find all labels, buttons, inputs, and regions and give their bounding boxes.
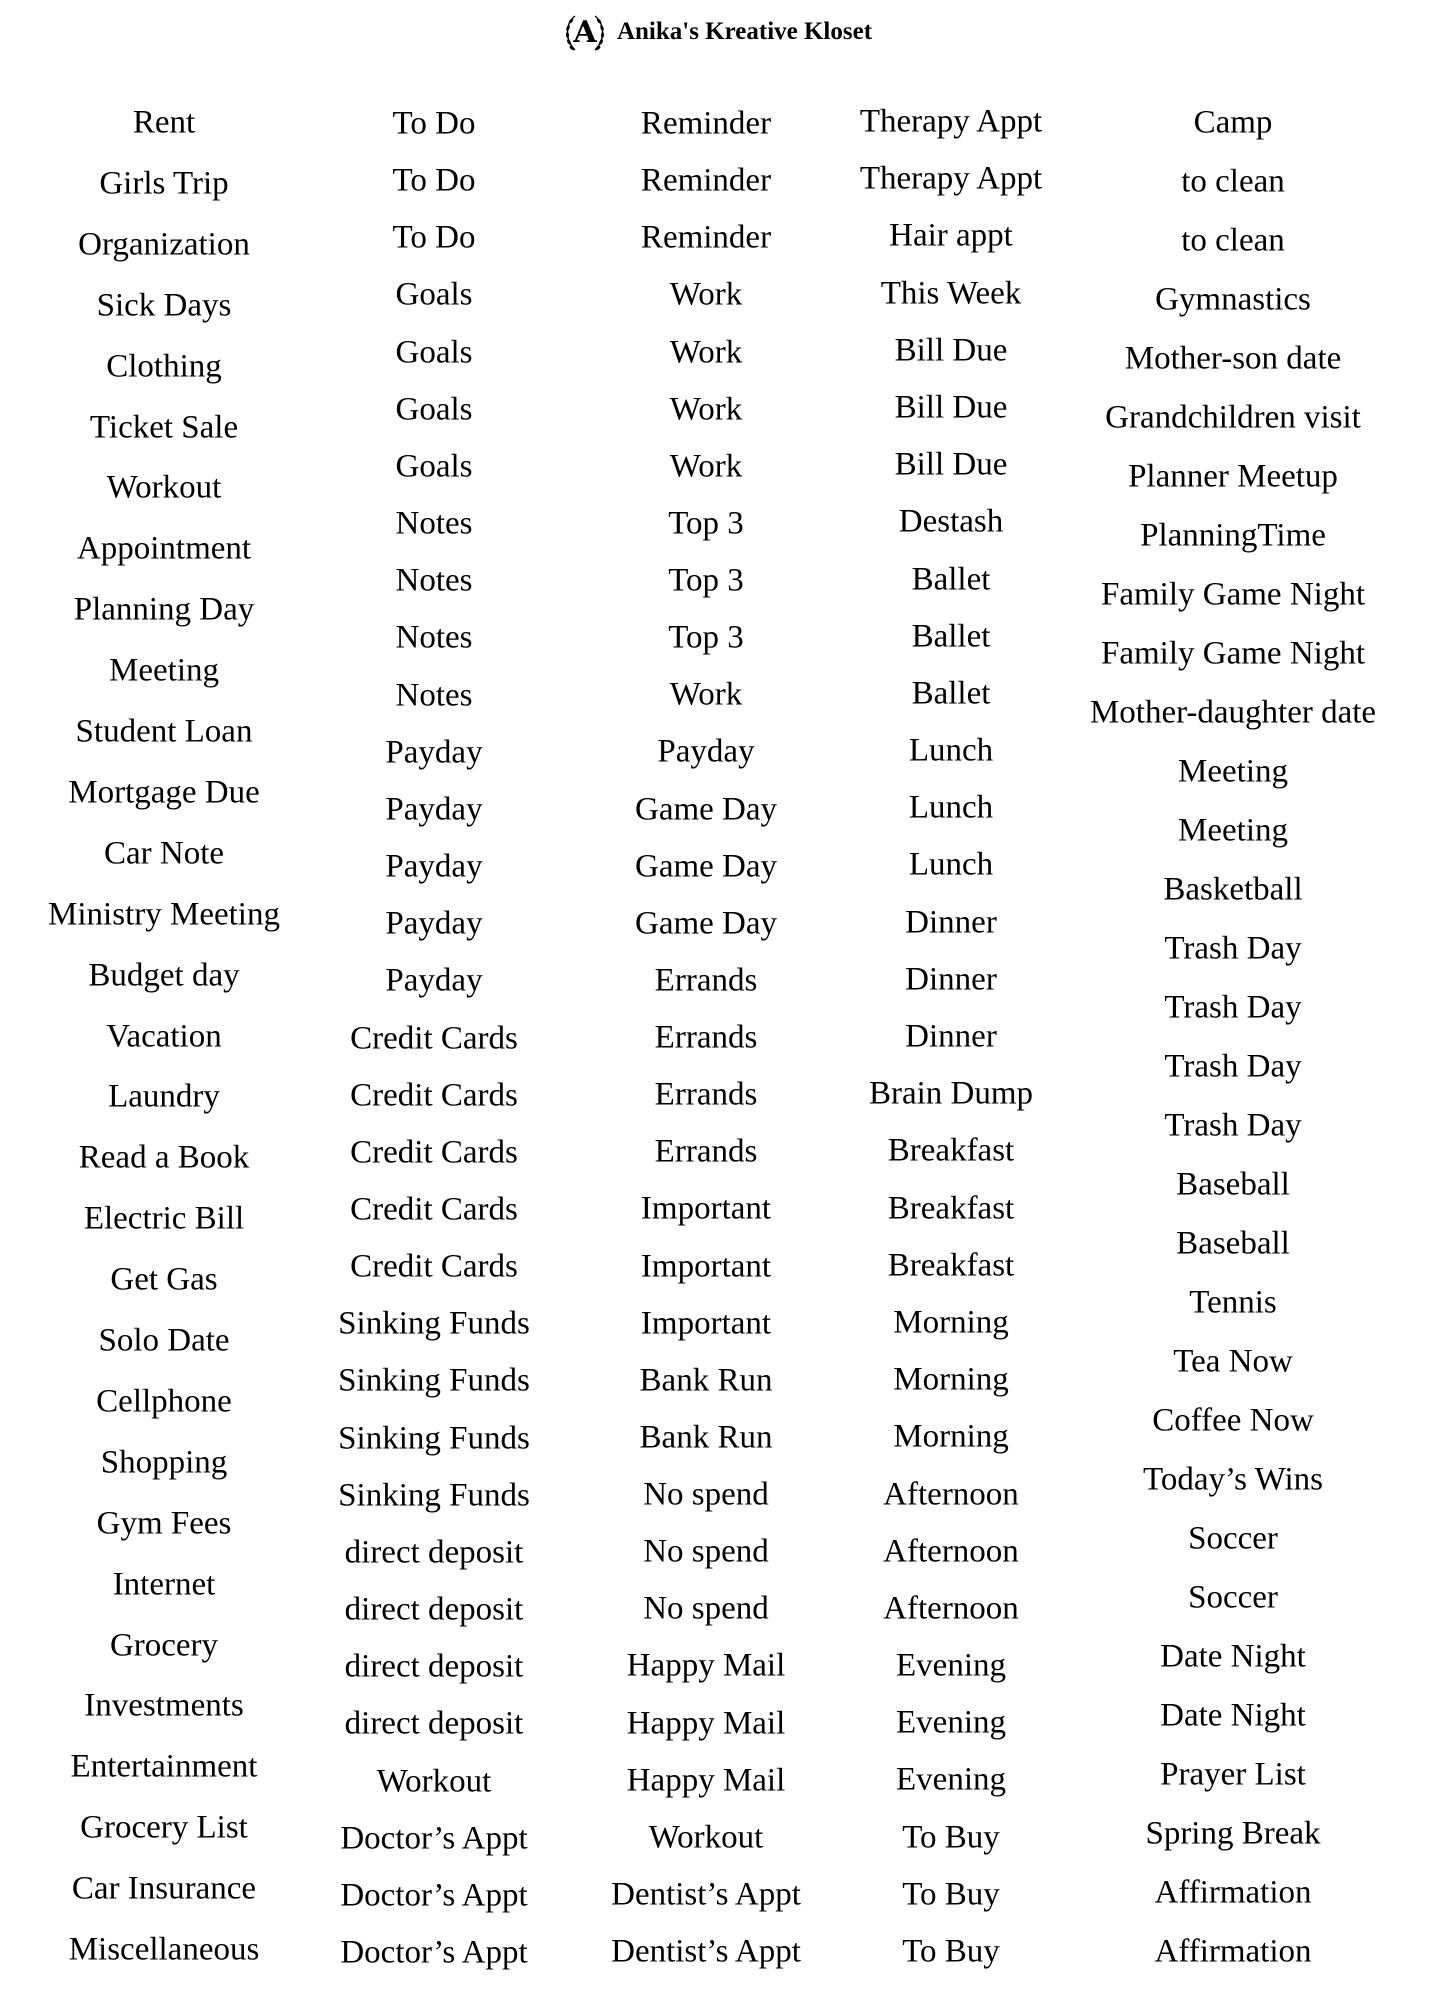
sticker-label: Afternoon — [883, 1533, 1019, 1570]
sticker-label: Lunch — [908, 789, 994, 826]
sticker-label: Dinner — [905, 904, 997, 941]
sticker-label: Bill Due — [894, 389, 1008, 426]
logo-letter: A — [573, 14, 597, 50]
sticker-label: This Week — [880, 275, 1022, 312]
sticker-label: Reminder — [640, 162, 772, 199]
sticker-label: Meeting — [109, 652, 219, 689]
sticker-label: Evening — [896, 1761, 1006, 1798]
sticker-label: Game Day — [634, 848, 778, 885]
sticker-label: Meeting — [1178, 753, 1288, 790]
sticker-label: direct deposit — [344, 1591, 524, 1628]
sticker-label: Trash Day — [1164, 1107, 1302, 1144]
sticker-label: Important — [640, 1248, 772, 1284]
sticker-label: Mother-daughter date — [1089, 694, 1377, 731]
sticker-label: Happy Mail — [626, 1647, 786, 1684]
sticker-label: Payday — [385, 734, 483, 771]
sticker-label: Dentist’s Appt — [611, 1876, 801, 1913]
sticker-label: Today’s Wins — [1142, 1461, 1324, 1498]
sticker-label: Read a Book — [78, 1139, 250, 1176]
sticker-label: Budget day — [88, 957, 240, 994]
sticker-label: Breakfast — [887, 1190, 1015, 1227]
sticker-label: PlanningTime — [1140, 517, 1326, 554]
sticker-label: Reminder — [640, 105, 772, 142]
sticker-label: Breakfast — [887, 1247, 1015, 1284]
sticker-label: Lunch — [908, 846, 994, 883]
sticker-label: Goals — [395, 391, 473, 428]
sticker-label: Family Game Night — [1101, 576, 1365, 613]
sticker-label: To Do — [392, 162, 476, 199]
sticker-label: Bill Due — [894, 332, 1008, 369]
sticker-label: No spend — [643, 1533, 769, 1570]
sticker-label: Errands — [654, 1133, 758, 1170]
sticker-label: Errands — [654, 1019, 758, 1056]
sticker-label: Camp — [1193, 104, 1273, 141]
sticker-label: Therapy Appt — [859, 160, 1043, 197]
sticker-label: Rent — [132, 104, 196, 141]
sticker-label: Work — [669, 391, 743, 428]
sticker-label: Workout — [376, 1763, 492, 1800]
sticker-label: Credit Cards — [350, 1134, 518, 1171]
sticker-label: Ballet — [911, 561, 991, 597]
sticker-label: Entertainment — [70, 1748, 258, 1785]
sticker-label: Doctor’s Appt — [340, 1934, 528, 1971]
sticker-label: Soccer — [1188, 1579, 1278, 1616]
sticker-label: Organization — [78, 226, 250, 263]
sticker-label: Dinner — [905, 1018, 997, 1055]
sticker-label: Sick Days — [96, 287, 232, 324]
sticker-label: Afternoon — [883, 1476, 1019, 1512]
sticker-label: Goals — [395, 334, 473, 371]
sticker-label: Affirmation — [1154, 1933, 1312, 1970]
sticker-label: Tea Now — [1173, 1343, 1293, 1380]
sticker-label: Goals — [395, 276, 473, 313]
sticker-label: Goals — [395, 448, 473, 485]
sticker-label: Sinking Funds — [338, 1305, 530, 1342]
sticker-label: Appointment — [76, 530, 252, 567]
sticker-label: Car Note — [103, 835, 225, 872]
sticker-label: Investments — [84, 1687, 244, 1724]
sticker-label: To Do — [392, 219, 476, 256]
sticker-label: Electric Bill — [83, 1200, 245, 1237]
sticker-label: To Buy — [902, 1933, 1000, 1970]
sticker-label: Top 3 — [668, 562, 744, 599]
sticker-label: Planning Day — [73, 591, 255, 628]
sticker-label: Credit Cards — [350, 1077, 518, 1114]
sticker-label: Mother-son date — [1124, 340, 1342, 377]
sticker-label: Trash Day — [1164, 989, 1302, 1026]
sticker-label: Trash Day — [1164, 1048, 1302, 1085]
sticker-label: Bill Due — [894, 446, 1008, 483]
brand-name: Anika's Kreative Kloset — [616, 18, 873, 45]
sticker-label: Coffee Now — [1152, 1402, 1314, 1439]
sticker-label: to clean — [1181, 222, 1285, 259]
sticker-label: Affirmation — [1154, 1874, 1312, 1911]
sticker-label: Planner Meetup — [1128, 458, 1338, 495]
sticker-label: Sinking Funds — [338, 1477, 530, 1514]
sticker-label: Dinner — [905, 961, 997, 998]
sticker-label: Afternoon — [883, 1590, 1019, 1627]
sticker-label: Ministry Meeting — [48, 896, 280, 933]
sticker-label: Ticket Sale — [89, 409, 239, 445]
sticker-label: To Buy — [902, 1876, 1000, 1913]
sticker-label: Morning — [893, 1361, 1009, 1398]
sticker-label: Lunch — [908, 732, 994, 769]
sticker-label: Ballet — [911, 618, 991, 655]
sticker-label: Happy Mail — [626, 1762, 786, 1799]
sticker-label: Workout — [648, 1819, 764, 1856]
sticker-label: direct deposit — [344, 1705, 524, 1742]
sticker-label: Happy Mail — [626, 1705, 786, 1741]
sticker-label: Baseball — [1176, 1166, 1290, 1203]
sticker-label: Important — [640, 1305, 772, 1342]
sticker-label: Internet — [112, 1566, 216, 1603]
sticker-label: Payday — [385, 962, 483, 999]
sticker-label: Morning — [893, 1304, 1009, 1341]
sticker-label: Tennis — [1189, 1284, 1277, 1321]
sticker-label: Credit Cards — [350, 1191, 518, 1228]
sticker-label: Evening — [896, 1704, 1006, 1741]
sticker-label: Errands — [654, 1076, 758, 1113]
sticker-label: Trash Day — [1164, 930, 1302, 967]
sticker-label: Credit Cards — [350, 1248, 518, 1285]
sticker-label: Work — [669, 676, 743, 713]
sticker-label: Family Game Night — [1101, 635, 1365, 672]
sticker-label: Vacation — [106, 1018, 222, 1054]
sticker-label: Meeting — [1178, 812, 1288, 849]
sticker-label: Doctor’s Appt — [340, 1877, 528, 1914]
sticker-label: Get Gas — [110, 1261, 218, 1298]
sticker-label: Bank Run — [639, 1362, 773, 1399]
sticker-label: Errands — [654, 962, 758, 999]
sticker-label: Student Loan — [75, 713, 253, 750]
sticker-label: To Do — [392, 105, 476, 142]
sticker-label: Evening — [896, 1647, 1006, 1684]
sticker-label: Grocery List — [80, 1809, 248, 1846]
sticker-label: Notes — [395, 562, 473, 599]
sticker-label: Workout — [106, 469, 222, 506]
sticker-label: Therapy Appt — [859, 103, 1043, 140]
sticker-label: Reminder — [640, 219, 772, 256]
brand — [557, 8, 872, 56]
sticker-label: Clothing — [106, 348, 222, 385]
sticker-label: Important — [640, 1190, 772, 1227]
sticker-label: No spend — [643, 1476, 769, 1513]
sticker-label: Prayer List — [1160, 1756, 1306, 1793]
sticker-label: Soccer — [1188, 1520, 1278, 1557]
sticker-label: Breakfast — [887, 1132, 1015, 1169]
sticker-label: Ballet — [911, 675, 991, 712]
sticker-label: Work — [669, 334, 743, 370]
sticker-label: Mortgage Due — [68, 774, 260, 811]
sticker-label: Payday — [385, 905, 483, 942]
sticker-label: Notes — [395, 619, 473, 656]
sticker-label: Credit Cards — [350, 1020, 518, 1056]
sticker-label: Date Night — [1160, 1697, 1306, 1734]
sticker-label: Miscellaneous — [68, 1931, 260, 1968]
sticker-label: Payday — [385, 848, 483, 885]
sticker-label: Grandchildren visit — [1105, 399, 1361, 436]
page-header — [0, 8, 1429, 56]
sticker-label: Shopping — [100, 1444, 228, 1481]
sticker-label: Cellphone — [96, 1383, 232, 1420]
sticker-label: Work — [669, 276, 743, 313]
sticker-label: Payday — [385, 791, 483, 828]
sticker-label: Game Day — [634, 791, 778, 827]
sticker-label: To Buy — [902, 1819, 1000, 1856]
sticker-label: Basketball — [1163, 871, 1303, 908]
laurel-logo-icon — [557, 8, 613, 56]
sticker-label: Bank Run — [639, 1419, 773, 1456]
sticker-label: Sinking Funds — [338, 1420, 530, 1457]
sticker-label: Hair appt — [889, 217, 1013, 254]
sticker-label: Brain Dump — [868, 1075, 1034, 1112]
sticker-label: direct deposit — [344, 1534, 524, 1571]
sticker-label: Laundry — [108, 1078, 220, 1115]
sticker-label: Spring Break — [1145, 1815, 1321, 1852]
sticker-label: Payday — [657, 733, 755, 770]
sticker-label: Car Insurance — [71, 1870, 257, 1907]
sticker-label: Work — [669, 448, 743, 485]
sticker-label: Gym Fees — [96, 1505, 232, 1542]
sticker-label: Doctor’s Appt — [340, 1820, 528, 1857]
sticker-label: Gymnastics — [1155, 281, 1311, 318]
sticker-label: direct deposit — [344, 1648, 524, 1685]
sticker-label: Top 3 — [668, 505, 744, 542]
sticker-label: No spend — [643, 1590, 769, 1627]
sticker-label: Sinking Funds — [338, 1362, 530, 1399]
sticker-label: to clean — [1181, 163, 1285, 200]
sticker-label: Baseball — [1176, 1225, 1290, 1262]
sticker-label: Notes — [395, 677, 473, 714]
sticker-label: Game Day — [634, 905, 778, 942]
sticker-label: Dentist’s Appt — [611, 1933, 801, 1970]
sticker-label: Notes — [395, 505, 473, 542]
sticker-label: Girls Trip — [99, 165, 229, 202]
sticker-label: Grocery — [109, 1627, 219, 1663]
sticker-label: Destash — [898, 503, 1004, 540]
sticker-label: Top 3 — [668, 619, 744, 656]
sticker-label: Date Night — [1160, 1638, 1306, 1675]
sticker-label: Morning — [893, 1418, 1009, 1455]
sticker-label: Solo Date — [98, 1322, 230, 1359]
